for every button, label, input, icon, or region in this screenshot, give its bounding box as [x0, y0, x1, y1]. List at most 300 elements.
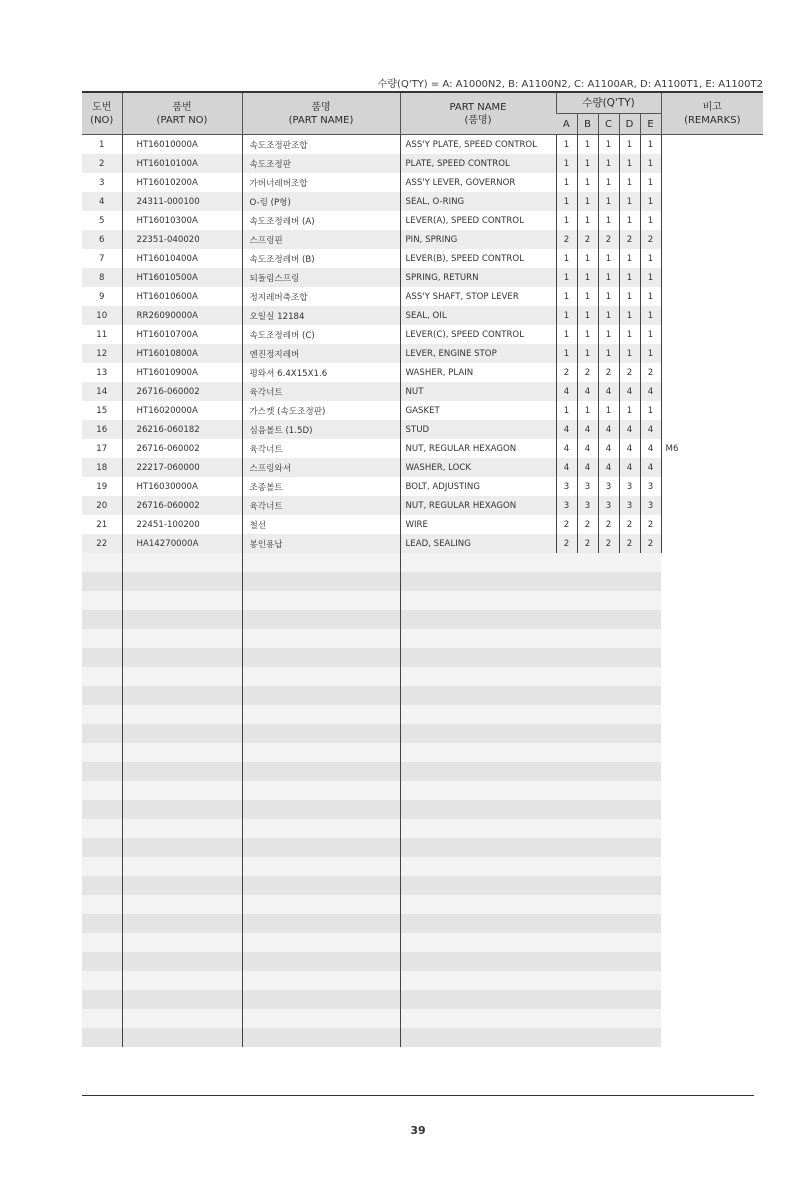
- empty-cell: [598, 914, 619, 933]
- row-part-name-en: GASKET: [400, 401, 556, 420]
- empty-cell: [122, 914, 242, 933]
- table-row: [82, 173, 763, 192]
- empty-cell: [598, 629, 619, 648]
- empty-cell: [82, 762, 122, 781]
- row-qty-d: 1: [619, 306, 640, 325]
- empty-cell: [400, 705, 556, 724]
- empty-cell: [242, 971, 400, 990]
- empty-cell: [598, 762, 619, 781]
- empty-cell: [619, 800, 640, 819]
- empty-cell: [242, 990, 400, 1009]
- empty-cell: [661, 553, 763, 572]
- row-no: 16: [82, 420, 122, 439]
- empty-cell: [619, 667, 640, 686]
- empty-row: [82, 553, 763, 572]
- empty-cell: [640, 553, 661, 572]
- empty-cell: [242, 724, 400, 743]
- empty-cell: [661, 800, 763, 819]
- empty-cell: [82, 1028, 122, 1047]
- row-qty-c: 1: [598, 401, 619, 420]
- empty-cell: [619, 971, 640, 990]
- empty-cell: [122, 952, 242, 971]
- empty-cell: [82, 838, 122, 857]
- empty-cell: [640, 933, 661, 952]
- empty-cell: [82, 952, 122, 971]
- empty-cell: [556, 781, 577, 800]
- empty-cell: [82, 610, 122, 629]
- qty-legend: 수량(Q'TY) = A: A1000N2, B: A1100N2, C: A1100AR, D: A1100T1, E: A1100T2: [377, 79, 763, 90]
- empty-cell: [619, 648, 640, 667]
- empty-row: [82, 572, 763, 591]
- row-part-no: HT16010100A: [122, 154, 242, 173]
- header-part-name-en: [400, 92, 556, 135]
- empty-cell: [661, 1009, 763, 1028]
- row-qty-e: 1: [640, 287, 661, 306]
- empty-cell: [400, 629, 556, 648]
- empty-cell: [242, 819, 400, 838]
- empty-cell: [122, 990, 242, 1009]
- row-part-no: 26716-060002: [122, 439, 242, 458]
- empty-cell: [122, 705, 242, 724]
- row-qty-a: 1: [556, 344, 577, 363]
- empty-cell: [640, 705, 661, 724]
- empty-cell: [619, 553, 640, 572]
- row-part-name-ko: 속도조정판조합: [242, 135, 400, 155]
- row-remarks: [661, 306, 763, 325]
- row-qty-d: 1: [619, 401, 640, 420]
- header-remarks: [661, 92, 763, 135]
- header-qty-a: A: [556, 114, 577, 135]
- row-part-no: HT16030000A: [122, 477, 242, 496]
- header-part-no-ko: 품번: [172, 101, 192, 113]
- header-remarks-en: (REMARKS): [684, 114, 741, 126]
- row-qty-c: 1: [598, 287, 619, 306]
- empty-cell: [640, 591, 661, 610]
- empty-cell: [577, 990, 598, 1009]
- row-part-name-en: ASS'Y SHAFT, STOP LEVER: [400, 287, 556, 306]
- empty-cell: [640, 572, 661, 591]
- empty-cell: [400, 610, 556, 629]
- row-qty-d: 2: [619, 515, 640, 534]
- row-part-name-ko: 철선: [242, 515, 400, 534]
- table-row: [82, 287, 763, 306]
- row-qty-e: 1: [640, 135, 661, 155]
- empty-cell: [400, 572, 556, 591]
- empty-cell: [619, 610, 640, 629]
- row-qty-a: 2: [556, 230, 577, 249]
- row-part-name-ko: O-링 (P형): [242, 192, 400, 211]
- empty-cell: [556, 876, 577, 895]
- empty-cell: [122, 610, 242, 629]
- row-qty-e: 1: [640, 211, 661, 230]
- row-remarks: [661, 363, 763, 382]
- row-part-no: HA14270000A: [122, 534, 242, 553]
- row-qty-c: 1: [598, 173, 619, 192]
- empty-cell: [661, 724, 763, 743]
- row-part-name-en: SEAL, OIL: [400, 306, 556, 325]
- row-qty-d: 1: [619, 268, 640, 287]
- empty-cell: [577, 724, 598, 743]
- empty-cell: [400, 933, 556, 952]
- empty-cell: [640, 914, 661, 933]
- empty-cell: [577, 629, 598, 648]
- empty-cell: [619, 1009, 640, 1028]
- empty-cell: [400, 895, 556, 914]
- empty-cell: [661, 610, 763, 629]
- row-part-name-en: PIN, SPRING: [400, 230, 556, 249]
- row-part-no: HT16010300A: [122, 211, 242, 230]
- empty-cell: [661, 591, 763, 610]
- row-qty-a: 1: [556, 401, 577, 420]
- empty-cell: [619, 686, 640, 705]
- table-row: [82, 306, 763, 325]
- row-no: 11: [96, 329, 108, 340]
- empty-cell: [619, 857, 640, 876]
- empty-cell: [122, 933, 242, 952]
- table-row: [82, 230, 763, 249]
- empty-cell: [598, 800, 619, 819]
- empty-cell: [640, 743, 661, 762]
- row-part-no: HT16010900A: [122, 363, 242, 382]
- row-qty-d: 1: [619, 249, 640, 268]
- empty-cell: [556, 724, 577, 743]
- empty-cell: [122, 648, 242, 667]
- empty-row: [82, 952, 763, 971]
- row-qty-b: 4: [577, 458, 598, 477]
- row-qty-a: 1: [556, 306, 577, 325]
- row-qty-d: 2: [619, 363, 640, 382]
- table-row: [82, 344, 763, 363]
- empty-cell: [242, 648, 400, 667]
- header-part-name-ko: [242, 92, 400, 135]
- header-part-no: [122, 92, 242, 135]
- row-qty-c: 4: [598, 439, 619, 458]
- empty-cell: [598, 648, 619, 667]
- row-part-no: 22351-040020: [122, 230, 242, 249]
- row-no: 20: [82, 496, 122, 515]
- empty-cell: [122, 629, 242, 648]
- empty-cell: [619, 838, 640, 857]
- empty-cell: [122, 781, 242, 800]
- empty-cell: [556, 572, 577, 591]
- empty-cell: [619, 876, 640, 895]
- empty-cell: [122, 762, 242, 781]
- empty-cell: [661, 819, 763, 838]
- empty-row: [82, 857, 763, 876]
- row-qty-e: 4: [640, 458, 661, 477]
- row-remarks: [661, 515, 763, 534]
- empty-cell: [82, 572, 122, 591]
- row-qty-c: 1: [598, 154, 619, 173]
- empty-cell: [122, 857, 242, 876]
- row-qty-a: 1: [556, 154, 577, 173]
- empty-cell: [661, 971, 763, 990]
- empty-cell: [598, 667, 619, 686]
- empty-cell: [619, 629, 640, 648]
- empty-cell: [82, 933, 122, 952]
- empty-cell: [242, 572, 400, 591]
- empty-cell: [400, 553, 556, 572]
- empty-row: [82, 686, 763, 705]
- row-remarks: [661, 420, 763, 439]
- empty-cell: [619, 724, 640, 743]
- empty-cell: [556, 800, 577, 819]
- empty-cell: [556, 648, 577, 667]
- empty-cell: [577, 686, 598, 705]
- table-row: [82, 154, 763, 173]
- empty-cell: [661, 781, 763, 800]
- row-qty-e: 1: [640, 173, 661, 192]
- row-qty-a: 1: [556, 192, 577, 211]
- row-part-name-ko: 속도조정레버 (A): [242, 211, 400, 230]
- row-remarks: [661, 325, 763, 344]
- row-part-name-en: SPRING, RETURN: [400, 268, 556, 287]
- empty-cell: [640, 838, 661, 857]
- empty-cell: [242, 705, 400, 724]
- empty-cell: [242, 895, 400, 914]
- row-qty-a: 2: [556, 534, 577, 553]
- empty-cell: [640, 667, 661, 686]
- row-qty-e: 1: [640, 192, 661, 211]
- row-part-no: 26216-060182: [122, 420, 242, 439]
- empty-cell: [577, 667, 598, 686]
- table-row: [82, 420, 763, 439]
- empty-cell: [400, 591, 556, 610]
- empty-cell: [400, 762, 556, 781]
- empty-cell: [242, 952, 400, 971]
- row-remarks: [661, 344, 763, 363]
- empty-cell: [400, 686, 556, 705]
- row-remarks: [661, 534, 763, 553]
- empty-cell: [82, 800, 122, 819]
- row-no: 14: [82, 382, 122, 401]
- empty-cell: [577, 743, 598, 762]
- row-qty-a: 1: [556, 287, 577, 306]
- row-qty-b: 1: [577, 344, 598, 363]
- row-remarks: [661, 458, 763, 477]
- row-no: 7: [99, 253, 105, 264]
- empty-cell: [619, 781, 640, 800]
- row-qty-a: 1: [556, 173, 577, 192]
- empty-cell: [82, 990, 122, 1009]
- row-qty-e: 1: [640, 306, 661, 325]
- row-part-name-en: WASHER, PLAIN: [400, 363, 556, 382]
- empty-cell: [82, 857, 122, 876]
- empty-cell: [598, 572, 619, 591]
- row-qty-e: 2: [640, 230, 661, 249]
- empty-cell: [640, 952, 661, 971]
- empty-cell: [242, 686, 400, 705]
- header-no-ko: 도번: [92, 101, 112, 113]
- row-remarks: [661, 268, 763, 287]
- empty-cell: [577, 648, 598, 667]
- row-qty-b: 3: [577, 477, 598, 496]
- row-qty-c: 4: [598, 382, 619, 401]
- empty-cell: [556, 895, 577, 914]
- table-row: [82, 363, 763, 382]
- row-qty-d: 1: [619, 287, 640, 306]
- empty-cell: [619, 914, 640, 933]
- row-part-name-en: SEAL, O-RING: [400, 192, 556, 211]
- empty-cell: [400, 1028, 556, 1047]
- row-no: 17: [96, 443, 108, 454]
- empty-cell: [556, 629, 577, 648]
- header-no: [82, 92, 122, 135]
- row-part-name-ko: 육각너트: [242, 382, 400, 401]
- empty-cell: [122, 572, 242, 591]
- empty-row: [82, 591, 763, 610]
- empty-row: [82, 743, 763, 762]
- table-row: [82, 249, 763, 268]
- row-remarks: M6: [661, 439, 763, 458]
- header-part-name-en-line1: PART NAME: [449, 101, 507, 113]
- empty-cell: [640, 819, 661, 838]
- row-qty-e: 3: [640, 477, 661, 496]
- empty-cell: [556, 952, 577, 971]
- table-body: [82, 135, 763, 1048]
- row-part-name-en: LEAD, SEALING: [400, 534, 556, 553]
- empty-cell: [619, 819, 640, 838]
- row-qty-e: 1: [640, 154, 661, 173]
- empty-cell: [122, 686, 242, 705]
- empty-cell: [619, 591, 640, 610]
- empty-cell: [598, 952, 619, 971]
- empty-cell: [661, 914, 763, 933]
- row-part-name-en: ASS'Y PLATE, SPEED CONTROL: [400, 135, 556, 155]
- row-part-no: HT16010000A: [122, 135, 242, 155]
- empty-cell: [640, 781, 661, 800]
- row-qty-d: 4: [619, 439, 640, 458]
- row-no: 5: [99, 215, 105, 226]
- empty-cell: [556, 933, 577, 952]
- empty-cell: [556, 1028, 577, 1047]
- empty-cell: [122, 1028, 242, 1047]
- row-no: 12: [82, 344, 122, 363]
- empty-cell: [577, 895, 598, 914]
- empty-cell: [661, 933, 763, 952]
- row-qty-d: 1: [619, 192, 640, 211]
- row-no: 19: [96, 481, 108, 492]
- row-part-name-en: STUD: [400, 420, 556, 439]
- empty-cell: [122, 819, 242, 838]
- empty-cell: [661, 990, 763, 1009]
- empty-cell: [82, 876, 122, 895]
- empty-cell: [640, 762, 661, 781]
- row-part-no: HT16010700A: [122, 325, 242, 344]
- table-row: [82, 382, 763, 401]
- row-qty-c: 1: [598, 135, 619, 155]
- row-part-name-en: PLATE, SPEED CONTROL: [400, 154, 556, 173]
- empty-cell: [640, 686, 661, 705]
- row-part-name-ko: 심음볼트 (1.5D): [242, 420, 400, 439]
- row-part-name-en: LEVER(A), SPEED CONTROL: [400, 211, 556, 230]
- empty-cell: [619, 705, 640, 724]
- empty-cell: [640, 648, 661, 667]
- empty-cell: [598, 781, 619, 800]
- empty-cell: [661, 572, 763, 591]
- empty-cell: [556, 686, 577, 705]
- empty-row: [82, 914, 763, 933]
- row-qty-b: 3: [577, 496, 598, 515]
- empty-cell: [577, 572, 598, 591]
- empty-cell: [82, 743, 122, 762]
- empty-cell: [242, 667, 400, 686]
- empty-cell: [400, 914, 556, 933]
- empty-cell: [556, 819, 577, 838]
- row-qty-d: 4: [619, 382, 640, 401]
- empty-cell: [661, 705, 763, 724]
- row-no: 10: [82, 306, 122, 325]
- row-qty-a: 1: [556, 135, 577, 155]
- row-qty-b: 1: [577, 268, 598, 287]
- row-remarks: [661, 230, 763, 249]
- empty-row: [82, 990, 763, 1009]
- row-no: 6: [82, 230, 122, 249]
- row-part-name-en: NUT, REGULAR HEXAGON: [400, 439, 556, 458]
- empty-cell: [122, 591, 242, 610]
- empty-cell: [640, 629, 661, 648]
- empty-cell: [400, 781, 556, 800]
- row-qty-e: 1: [640, 249, 661, 268]
- empty-cell: [82, 724, 122, 743]
- empty-row: [82, 724, 763, 743]
- row-remarks: [661, 154, 763, 173]
- row-qty-b: 4: [577, 439, 598, 458]
- empty-cell: [242, 1028, 400, 1047]
- empty-cell: [400, 743, 556, 762]
- header-qty-d: D: [619, 114, 640, 135]
- empty-cell: [400, 952, 556, 971]
- row-remarks: [661, 401, 763, 420]
- empty-cell: [122, 800, 242, 819]
- empty-cell: [556, 838, 577, 857]
- empty-cell: [598, 819, 619, 838]
- row-no: 18: [82, 458, 122, 477]
- parts-table: [82, 91, 763, 1047]
- row-part-no: 26716-060002: [122, 496, 242, 515]
- empty-cell: [556, 705, 577, 724]
- row-no: 2: [82, 154, 122, 173]
- empty-cell: [556, 591, 577, 610]
- row-qty-a: 4: [556, 420, 577, 439]
- row-part-name-ko: 속도조정판: [242, 154, 400, 173]
- row-part-no: HT16010200A: [122, 173, 242, 192]
- table-header: [82, 92, 763, 135]
- row-part-no: HT16010400A: [122, 249, 242, 268]
- empty-cell: [556, 914, 577, 933]
- header-remarks-ko: 비고: [702, 101, 722, 113]
- empty-cell: [598, 724, 619, 743]
- row-remarks: [661, 192, 763, 211]
- empty-cell: [577, 1009, 598, 1028]
- table-row: [82, 135, 763, 155]
- row-qty-b: 1: [577, 211, 598, 230]
- empty-cell: [556, 743, 577, 762]
- row-qty-a: 3: [556, 496, 577, 515]
- row-qty-c: 1: [598, 192, 619, 211]
- empty-row: [82, 933, 763, 952]
- row-qty-b: 4: [577, 382, 598, 401]
- empty-cell: [598, 610, 619, 629]
- empty-row: [82, 1028, 763, 1047]
- row-no: 15: [96, 405, 108, 416]
- empty-cell: [122, 667, 242, 686]
- row-qty-d: 3: [619, 496, 640, 515]
- row-qty-b: 2: [577, 230, 598, 249]
- empty-cell: [661, 952, 763, 971]
- header-part-no-en: (PART NO): [156, 114, 208, 126]
- row-qty-b: 1: [577, 401, 598, 420]
